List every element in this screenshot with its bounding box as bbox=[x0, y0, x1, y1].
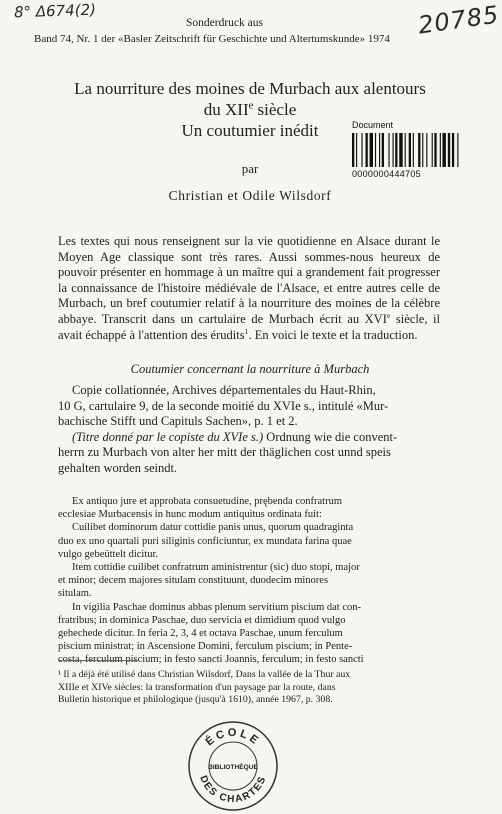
offprint-source: Band 74, Nr. 1 der «Basler Zeitschrift für Geschichte und Altertumskunde» 1974 bbox=[34, 33, 390, 45]
title-line-1: La nourriture des moines de Murbach aux alentours bbox=[74, 79, 426, 98]
latin-line: situlam. bbox=[58, 588, 92, 600]
latin-line: duo ex uno quartali puri siliginis conficiuntur, ex mundata farina quae bbox=[58, 535, 352, 547]
latin-text bbox=[58, 495, 468, 667]
intro-paragraph: Les textes qui nous renseignent sur la vie quotidienne en Alsace durant le Moyen Age classique sont très rares. Aussi sommes-nous heureux de pouvoir présenter en hommage à un maître qui a grandement fait progresser la connaissance de l'histoire médiévale de l'Alsace, et entre autres celle de Murbach, un bref coutumier relatif à la nourriture des moines de la célèbre abbaye. Transcrit dans un cartulaire de Murbach écrit au XVIe siècle, il avait échappé à l'attention des érudits$^1$. En voici le texte et la traduction. bbox=[58, 234, 440, 342]
latin-line: fratribus; in dominica Paschae, duo servicia et dimidium quod vulgo bbox=[58, 614, 346, 626]
latin-line: vulgo gebeüttelt dicitur. bbox=[58, 548, 159, 560]
stamp-bottom-text: DES CHARTES bbox=[197, 774, 269, 806]
latin-line: In vigilia Paschae dominus abbas plenum servitium piscium dat con- bbox=[72, 601, 361, 613]
latin-line: Cuilibet dominorum datur cottidie panis unus, quorum quadraginta bbox=[72, 522, 354, 534]
archive-reference: Copie collationnée, Archives départementales du Haut-Rhin, 10 G, cartulaire 9, de la seconde moitié du XVIe s., intitulé «Mur- bachische Stifft und Capituls Sachen», p. 1 et 2. (Titre donné par le copiste du XVIe s.) Ordnung wie die convent- herrn zu Murbach von alter her mitt der thäglichen cost unnd speis gehalten worden seindt. bbox=[58, 383, 398, 475]
svg-text:ÉCOLE bbox=[203, 727, 262, 748]
handwritten-accession-number: 20785 bbox=[416, 0, 501, 40]
article-title bbox=[40, 78, 460, 141]
footnote: ¹ Il a déjà été utilisé dans Christian Wilsdorf, Dans la vallée de la Thur aux XIIIe et XIVe siècles: la transformation d'un paysage par la route, dans Bulletin historique et philologique (jusqu'à 1610), année 1967, p. 308. bbox=[58, 669, 351, 705]
offprint-label: Sonderdruck aus bbox=[186, 17, 263, 29]
latin-line: Ex antiquo jure et approbata consuetudine, prębenda confratrum bbox=[72, 496, 342, 507]
footnote-rule bbox=[58, 660, 138, 661]
barcode-number: 0000000444705 bbox=[352, 169, 421, 179]
title-line-2: du XIIe siècle bbox=[203, 100, 297, 119]
handwritten-shelfmark: 8° Δ674(2) bbox=[13, 0, 97, 22]
byline-authors: Christian et Odile Wilsdorf bbox=[168, 188, 332, 203]
barcode-image bbox=[352, 133, 485, 167]
latin-line: et minor; decem majores situlam constituunt, duodecim minores bbox=[58, 575, 329, 587]
section-title: Coutumier concernant la nourriture à Murbach bbox=[130, 362, 370, 376]
byline-par: par bbox=[241, 161, 259, 176]
latin-line: gehechede dicitur. In feria 2, 3, 4 et octava Paschae, unum ferculum bbox=[58, 628, 343, 640]
stamp-top-text: ÉCOLE bbox=[203, 726, 263, 749]
latin-line: costa, ferculum piscium; in festo sancti Joannis, ferculum; in festo sancti bbox=[58, 654, 364, 666]
title-line-3: Un coutumier inédit bbox=[181, 121, 319, 140]
latin-line: Item cottidie cuilibet confratrum aministrentur (sic) duo stopi, major bbox=[72, 562, 360, 574]
stamp-middle-text: BIBLIOTHÈQUE bbox=[208, 764, 258, 771]
latin-line: piscium ministrat; in Ascensione Domini, ferculum piscium; in Pente- bbox=[58, 641, 353, 653]
barcode-label: Document bbox=[352, 120, 394, 130]
latin-line: ecclesiae Murbacensis in hunc modum antiquitus ordinata fuit: bbox=[58, 509, 322, 521]
